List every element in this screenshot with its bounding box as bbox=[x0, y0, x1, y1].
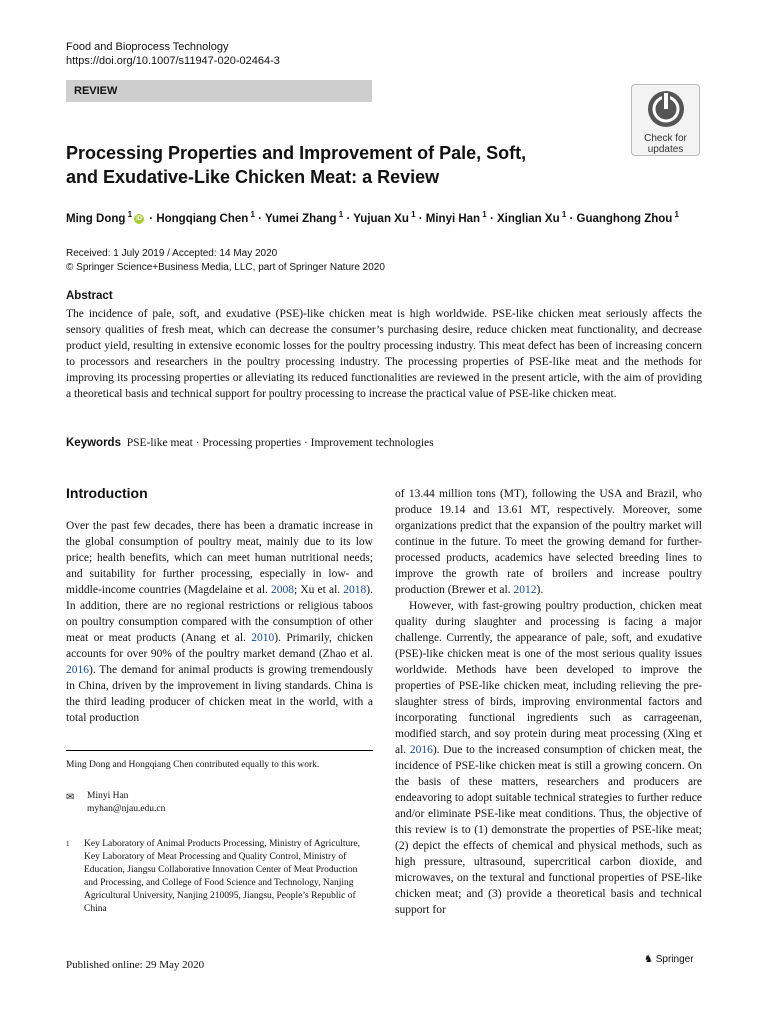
equal-contribution-note: Ming Dong and Hongqiang Chen contributed equally to this work. bbox=[66, 760, 320, 770]
author-list bbox=[66, 207, 716, 227]
badge-line-2: updates bbox=[647, 144, 684, 155]
author-affiliation-sup: 1 bbox=[480, 210, 487, 219]
introduction-heading: Introduction bbox=[66, 485, 148, 501]
journal-name: Food and Bioprocess Technology bbox=[66, 41, 229, 53]
intro-paragraph-2 bbox=[395, 598, 702, 918]
doi-link[interactable]: https://doi.org/10.1007/s11947-020-02464-3 bbox=[66, 55, 280, 67]
orcid-icon[interactable]: iD bbox=[136, 215, 143, 222]
abstract-text: The incidence of pale, soft, and exudative (PSE)-like chicken meat is high worldwide. PSE-like chicken meat seriously affects the sensory qualities of fresh meat, which can decrease the consumer’s purchasing desire, reduce chicken meat functionality, and decrease product yield, resulting in extensive economic losses for the poultry processing industry. This meat defect has been of increasing concern to processors and researchers in the poultry processing industry. The processing properties of PSE-like meat and the methods for improving its processing properties or alleviating its reduced functionalities are reviewed in the present article, with the aim of providing a theoretical basis and technical support for poultry processing to increase the practical value of PSE-like chicken meat. bbox=[66, 308, 702, 400]
article-dates bbox=[66, 247, 385, 275]
author-name[interactable]: Guanghong Zhou bbox=[576, 212, 673, 225]
author-separator: · bbox=[486, 212, 497, 225]
author-name[interactable]: Yumei Zhang bbox=[265, 212, 337, 225]
published-date: Published online: 29 May 2020 bbox=[66, 959, 205, 971]
paper-title bbox=[66, 141, 626, 189]
citation-link[interactable]: 2012 bbox=[513, 584, 537, 596]
intro-left-column bbox=[66, 518, 373, 726]
body-text: ). Due to the increased consumption of chicken meat, the incidence of PSE-like chicken meat is still a growing concern. On the basis of these matters, researchers and producers are endeavoring to adopt suitable technical strategies to further reduce and/or eliminate PSE-like meat conditions. Thus, the objective of this review is to (1) demonstrate the properties of PSE-like meat; (2) depict the effects of chemical and physical methods, such as high pressure, ultrasound, supercritical carbon dioxide, and microwaves, on the textural and functional properties of PSE-like chicken meat; and (3) provide a theoretical basis and technical support for bbox=[395, 744, 702, 916]
springer-horse-icon: ♞ bbox=[644, 954, 653, 965]
author-affiliation-sup: 1 bbox=[248, 210, 255, 219]
body-text: However, with fast-growing poultry production, chicken meat quality during slaughter and processing is facing a major challenge. Currently, the appearance of pale, soft, and exudative (PSE)-like chicken meat is one of the most serious quality issues worldwide. Methods have been developed to improve the properties of PSE-like chicken meat, including relieving the pre-slaughter stress of birds, improving environmental factors and incorporating functional ingredients such as carrageenan, modified starch, and soy protein during meat processing (Xing et al. bbox=[395, 600, 702, 756]
badge-line-1: Check for bbox=[644, 133, 687, 144]
footnote-divider bbox=[66, 750, 373, 751]
affiliation bbox=[66, 838, 373, 916]
envelope-icon: ✉ bbox=[66, 792, 75, 803]
publisher-name: Springer bbox=[655, 954, 694, 965]
corresponding-email[interactable]: myhan@njau.edu.cn bbox=[87, 804, 166, 814]
body-text: Over the past few decades, there has been a dramatic increase in the global consumption of poultry meat, mainly due to its low price; health benefits, which can meet human nutritional needs; and suitability for further processing, especially in low- and middle-income countries (Magdelaine et al. bbox=[66, 520, 373, 596]
citation-link[interactable]: 2018 bbox=[343, 584, 367, 596]
body-text: ). bbox=[536, 584, 544, 596]
intro-paragraph-continued bbox=[395, 486, 702, 598]
update-icon bbox=[646, 89, 686, 129]
author-separator: · bbox=[415, 212, 426, 225]
keywords-label: Keywords bbox=[66, 437, 121, 449]
author-affiliation-sup: 1 bbox=[672, 210, 679, 219]
keywords-text: PSE-like meat · Processing properties · Improvement technologies bbox=[126, 437, 434, 449]
keywords bbox=[66, 435, 434, 451]
author-separator: · bbox=[343, 212, 354, 225]
citation-link[interactable]: 2010 bbox=[251, 632, 275, 644]
body-text: ; Xu et al. bbox=[294, 584, 344, 596]
copyright: © Springer Science+Business Media, LLC, part of Springer Nature 2020 bbox=[66, 262, 385, 273]
author-name[interactable]: Hongqiang Chen bbox=[156, 212, 249, 225]
body-text: of 13.44 million tons (MT), following the USA and Brazil, who produce 19.14 and 13.61 MT, respectively. Moreover, some organizations predict that the expansion of the poultry market will continue in the future. To meet the growing demand for further-processed products, academics have selected breeding lines to improve the growth rate of broilers and increase poultry production (Brewer et al. bbox=[395, 488, 702, 596]
body-text: ). In addition, there are no regional restrictions or religious taboos on poultry consumption compared with the consumption of other meat or meat products (Anang et al. bbox=[66, 584, 374, 644]
author-name[interactable]: Ming Dong bbox=[66, 212, 126, 225]
title-line-2: and Exudative-Like Chicken Meat: a Review bbox=[66, 167, 440, 187]
title-line-1: Processing Properties and Improvement of Pale, Soft, bbox=[66, 143, 527, 163]
author-affiliation-sup: 1 bbox=[125, 210, 133, 219]
author-affiliation-sup: 1 bbox=[408, 210, 416, 219]
citation-link[interactable]: 2016 bbox=[409, 744, 433, 756]
publisher-logo bbox=[644, 953, 694, 967]
affiliation-number: 1 bbox=[66, 840, 70, 848]
citation-link[interactable]: 2008 bbox=[271, 584, 295, 596]
body-text: ). Primarily, chicken accounts for over 90% of the poultry market demand (Zhao et al. bbox=[66, 632, 374, 660]
author-separator: · bbox=[254, 212, 265, 225]
article-type-bar: REVIEW bbox=[66, 80, 372, 102]
journal-header bbox=[66, 40, 280, 68]
body-text: ). The demand for animal products is growing tremendously in China, driven by the improvement in living standards. China is the third leading producer of chicken meat in the world, with a total production bbox=[66, 664, 373, 724]
received-accepted: Received: 1 July 2019 / Accepted: 14 May 2020 bbox=[66, 248, 278, 259]
author-separator: · bbox=[146, 212, 157, 225]
author-affiliation-sup: 1 bbox=[336, 210, 344, 219]
correspondence bbox=[66, 790, 165, 816]
author-separator: · bbox=[566, 212, 577, 225]
affiliation-text: Key Laboratory of Animal Products Processing, Ministry of Agriculture, Key Laboratory of Meat Processing and Quality Control, Ministry of Education, Jiangsu Collaborative Innovation Center of Meat Production and Processing, and College of Food Science and Technology, Nanjing Agricultural University, Nanjing 210095, Jiangsu, People’s Republic of China bbox=[84, 839, 360, 914]
author-name[interactable]: Yujuan Xu bbox=[353, 212, 409, 225]
citation-link[interactable]: 2016 bbox=[66, 664, 89, 676]
abstract-heading: Abstract bbox=[66, 290, 113, 302]
author-affiliation-sup: 1 bbox=[559, 210, 567, 219]
corresponding-author: Minyi Han bbox=[87, 791, 129, 801]
check-for-updates-badge[interactable] bbox=[631, 84, 700, 156]
author-name[interactable]: Minyi Han bbox=[425, 212, 481, 225]
intro-right-column bbox=[395, 486, 702, 918]
author-name[interactable]: Xinglian Xu bbox=[496, 212, 560, 225]
